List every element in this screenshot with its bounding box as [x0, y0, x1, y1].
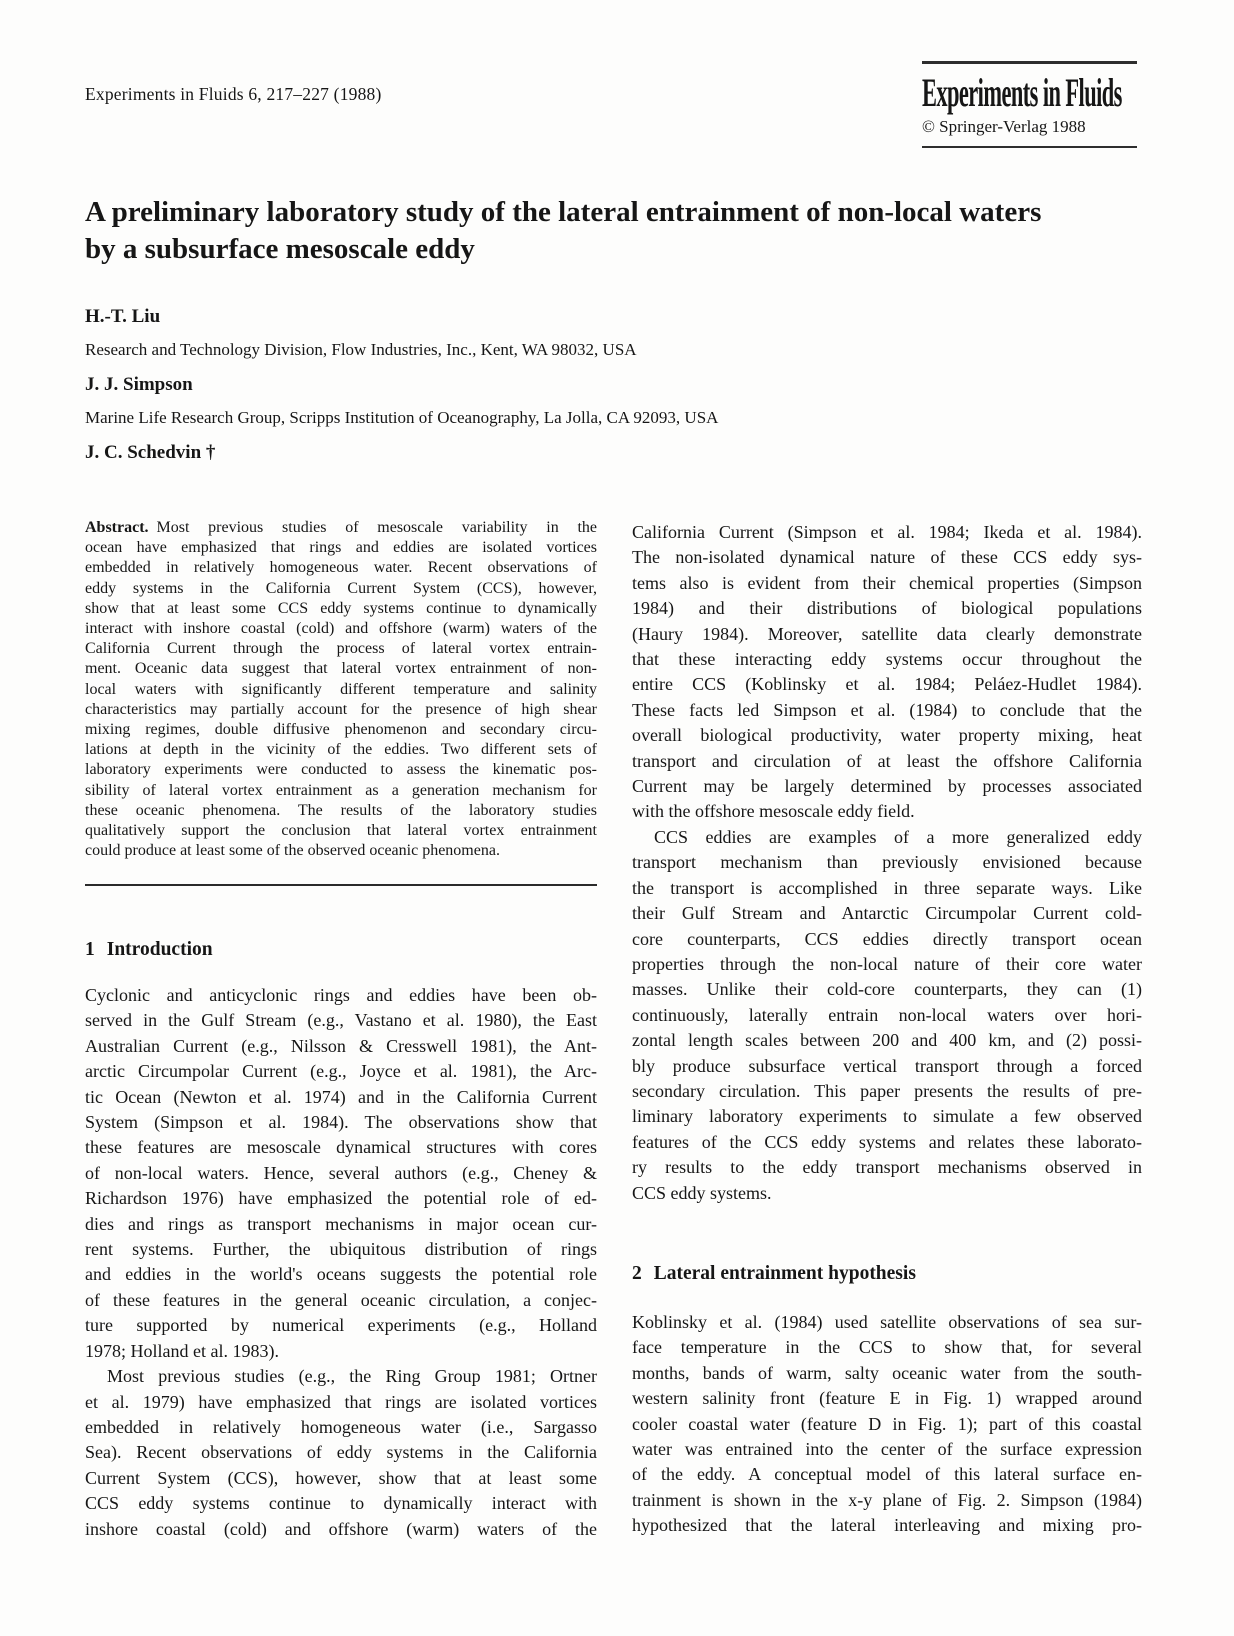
text-line: inshore coastal (cold) and offshore (warm) waters of the: [85, 1518, 597, 1539]
text-line: face temperature in the CCS to show that, for several: [632, 1337, 1142, 1358]
text-line: could produce at least some of the observed oceanic phenomena.: [85, 842, 500, 860]
text-line: rent systems. Further, the ubiquitous distribution of rings: [85, 1239, 597, 1260]
intro-paragraph-2: [85, 1364, 597, 1542]
text-line: bly produce subsurface vertical transport through a forced: [632, 1055, 1142, 1076]
text-line: embedded in relatively homogeneous water (i.e., Sargasso: [85, 1416, 597, 1437]
text-line: transport and circulation of at least the offshore California: [632, 750, 1142, 771]
paragraph-lines: [85, 983, 597, 1364]
left-column-body: [85, 983, 597, 1542]
text-line: Koblinsky et al. (1984) used satellite observations of sea sur-: [632, 1312, 1142, 1332]
text-line: ry results to the eddy transport mechanisms observed in: [632, 1157, 1142, 1178]
text-line: Most previous studies (e.g., the Ring Group 1981; Ortner: [107, 1366, 597, 1387]
text-line: transport mechanism than previously envisioned because: [632, 852, 1142, 873]
text-line: tic Ocean (Newton et al. 1974) and in the California Current: [85, 1086, 597, 1107]
text-line: embedded in relatively homogeneous water. Recent observations of: [85, 559, 597, 577]
text-line: 1984) and their distributions of biological populations: [632, 598, 1142, 619]
section-number: 1: [85, 939, 95, 960]
text-line: water was entrained into the center of the surface expression: [632, 1439, 1142, 1460]
author-affiliation: Marine Life Research Group, Scripps Institution of Oceanography, La Jolla, CA 92093, USA: [85, 408, 719, 427]
journal-logo-block: [922, 61, 1137, 148]
page-title: [85, 194, 1160, 268]
journal-reference: Experiments in Fluids 6, 217–227 (1988): [85, 84, 382, 104]
text-line: Richardson 1976) have emphasized the potential role of ed-: [85, 1188, 597, 1209]
logo-bottom-rule: [922, 146, 1137, 149]
text-line: lations at depth in the vicinity of the eddies. Two different sets of: [85, 741, 597, 759]
text-line: sibility of lateral vortex entrainment as a generation mechanism for: [85, 781, 597, 799]
text-line: months, bands of warm, salty oceanic water from the south-: [632, 1362, 1142, 1383]
text-line: mixing regimes, double diffusive phenomenon and secondary circu-: [85, 721, 597, 739]
paragraph-lines: [632, 1310, 1142, 1539]
text-line: California Current through the process of lateral vortex entrain-: [85, 640, 597, 658]
text-line: trainment is shown in the x-y plane of Fig. 2. Simpson (1984): [632, 1489, 1142, 1510]
abstract-paragraph: [85, 518, 597, 861]
text-line: laboratory experiments were conducted to assess the kinematic pos-: [85, 761, 597, 779]
author-name: H.-T. Liu: [85, 306, 161, 327]
logo-top-rule: [922, 61, 1137, 64]
text-line: California Current (Simpson et al. 1984; Ikeda et al. 1984).: [632, 522, 1142, 542]
text-line: of non-local waters. Hence, several authors (e.g., Cheney &: [85, 1162, 597, 1183]
text-line: by a subsurface mesoscale eddy: [85, 233, 475, 265]
text-line: these oceanic phenomena. The results of the laboratory studies: [85, 801, 597, 819]
abstract-label: Abstract.: [85, 519, 149, 536]
text-line: secondary circulation. This paper presents the results of pre-: [632, 1080, 1142, 1101]
abstract-lines: [85, 538, 597, 861]
text-line: their Gulf Stream and Antarctic Circumpolar Current cold-: [632, 903, 1142, 924]
text-line: core counterparts, CCS eddies directly transport ocean: [632, 928, 1142, 949]
text-line: eddy systems in the California Current System (CCS), however,: [85, 579, 597, 597]
abstract-first-line: [85, 518, 597, 538]
text-line: tems also is evident from their chemical properties (Simpson: [632, 572, 1142, 593]
text-line: 1978; Holland et al. 1983).: [85, 1340, 279, 1361]
text-line: local waters with significantly different temperature and salinity: [85, 680, 597, 698]
text-line: CCS eddy systems.: [632, 1182, 772, 1203]
paragraph-lines: [85, 1364, 597, 1542]
section-title: Introduction: [106, 939, 213, 960]
text-line: cooler coastal water (feature D in Fig. 1); part of this coastal: [632, 1413, 1142, 1434]
text-line: CCS eddies are examples of a more generalized eddy: [654, 826, 1142, 847]
text-line: continuously, laterally entrain non-local waters over hori-: [632, 1004, 1142, 1025]
intro-paragraph-1: [85, 983, 597, 1364]
text-line: arctic Circumpolar Current (e.g., Joyce et al. 1981), the Arc-: [85, 1061, 597, 1082]
text-line: ment. Oceanic data suggest that lateral vortex entrainment of non-: [85, 660, 597, 678]
text-line: these features are mesoscale dynamical structures with cores: [85, 1137, 597, 1158]
text-line: overall biological productivity, water property mixing, heat: [632, 725, 1142, 746]
abstract-first-line-text: Most previous studies of mesoscale variability in the: [156, 519, 597, 536]
text-line: western salinity front (feature E in Fig. 1) wrapped around: [632, 1388, 1142, 1409]
text-line: show that at least some CCS eddy systems continue to dynamically: [85, 599, 597, 617]
text-line: These facts led Simpson et al. (1984) to conclude that the: [632, 699, 1142, 720]
journal-logo: Experiments in Fluids: [922, 69, 1122, 115]
text-line: liminary laboratory experiments to simulate a few observed: [632, 1106, 1142, 1127]
text-line: dies and rings as transport mechanisms in major ocean cur-: [85, 1213, 597, 1234]
text-line: Australian Current (e.g., Nilsson & Cresswell 1981), the Ant-: [85, 1035, 597, 1056]
text-line: that these interacting eddy systems occur throughout the: [632, 649, 1142, 670]
text-line: Cyclonic and anticyclonic rings and eddies have been ob-: [85, 985, 597, 1005]
text-line: characteristics may partially account for the presence of high shear: [85, 700, 597, 718]
text-line: of the eddy. A conceptual model of this lateral surface en-: [632, 1464, 1142, 1485]
text-line: (Haury 1984). Moreover, satellite data clearly demonstrate: [632, 623, 1142, 644]
text-line: ture supported by numerical experiments (e.g., Holland: [85, 1315, 597, 1336]
section-heading-lateral-entrainment: [632, 1263, 1142, 1285]
author-name: J. J. Simpson: [85, 374, 193, 395]
intro-paragraph-2-continued: [632, 520, 1142, 825]
text-line: The non-isolated dynamical nature of these CCS eddy sys-: [632, 547, 1142, 568]
abstract-divider-rule: [85, 884, 597, 886]
text-line: features of the CCS eddy systems and relates these laborato-: [632, 1131, 1142, 1152]
text-line: the transport is accomplished in three separate ways. Like: [632, 877, 1142, 898]
text-line: Current System (CCS), however, show that at least some: [85, 1467, 597, 1488]
text-line: CCS eddy systems continue to dynamically interact with: [85, 1493, 597, 1514]
author-name: J. C. Schedvin †: [85, 442, 216, 463]
text-line: A preliminary laboratory study of the lateral entrainment of non-local waters: [85, 196, 1042, 228]
author-affiliation: Research and Technology Division, Flow Industries, Inc., Kent, WA 98032, USA: [85, 340, 637, 359]
text-line: zontal length scales between 200 and 400 km, and (2) possi-: [632, 1030, 1142, 1051]
section-number: 2: [632, 1263, 642, 1284]
section-title: Lateral entrainment hypothesis: [653, 1263, 916, 1284]
text-line: properties through the non-local nature of their core water: [632, 953, 1142, 974]
text-line: and eddies in the world's oceans suggests the potential role: [85, 1264, 597, 1285]
text-line: masses. Unlike their cold-core counterparts, they can (1): [632, 979, 1142, 1000]
copyright-notice: © Springer-Verlag 1988: [922, 116, 1086, 136]
text-line: interact with inshore coastal (cold) and offshore (warm) waters of the: [85, 620, 597, 638]
text-line: served in the Gulf Stream (e.g., Vastano et al. 1980), the East: [85, 1010, 597, 1031]
text-line: System (Simpson et al. 1984). The observations show that: [85, 1112, 597, 1133]
right-column-body: [632, 520, 1142, 1206]
section-heading-introduction: [85, 939, 597, 961]
text-line: qualitatively support the conclusion that lateral vortex entrainment: [85, 822, 597, 840]
text-line: hypothesized that the lateral interleaving and mixing pro-: [632, 1515, 1142, 1536]
text-line: et al. 1979) have emphasized that rings are isolated vortices: [85, 1391, 597, 1412]
text-line: of these features in the general oceanic circulation, a conjec-: [85, 1289, 597, 1310]
text-line: with the offshore mesoscale eddy field.: [632, 801, 915, 822]
text-line: Sea). Recent observations of eddy systems in the California: [85, 1442, 597, 1463]
text-line: ocean have emphasized that rings and eddies are isolated vortices: [85, 539, 597, 557]
text-line: Current may be largely determined by processes associated: [632, 776, 1142, 797]
intro-paragraph-3: [632, 825, 1142, 1206]
paragraph-lines: [632, 520, 1142, 825]
text-line: entire CCS (Koblinsky et al. 1984; Peláez-Hudlet 1984).: [632, 674, 1142, 695]
hypothesis-paragraph-1: [632, 1310, 1142, 1539]
paragraph-lines: [632, 825, 1142, 1206]
